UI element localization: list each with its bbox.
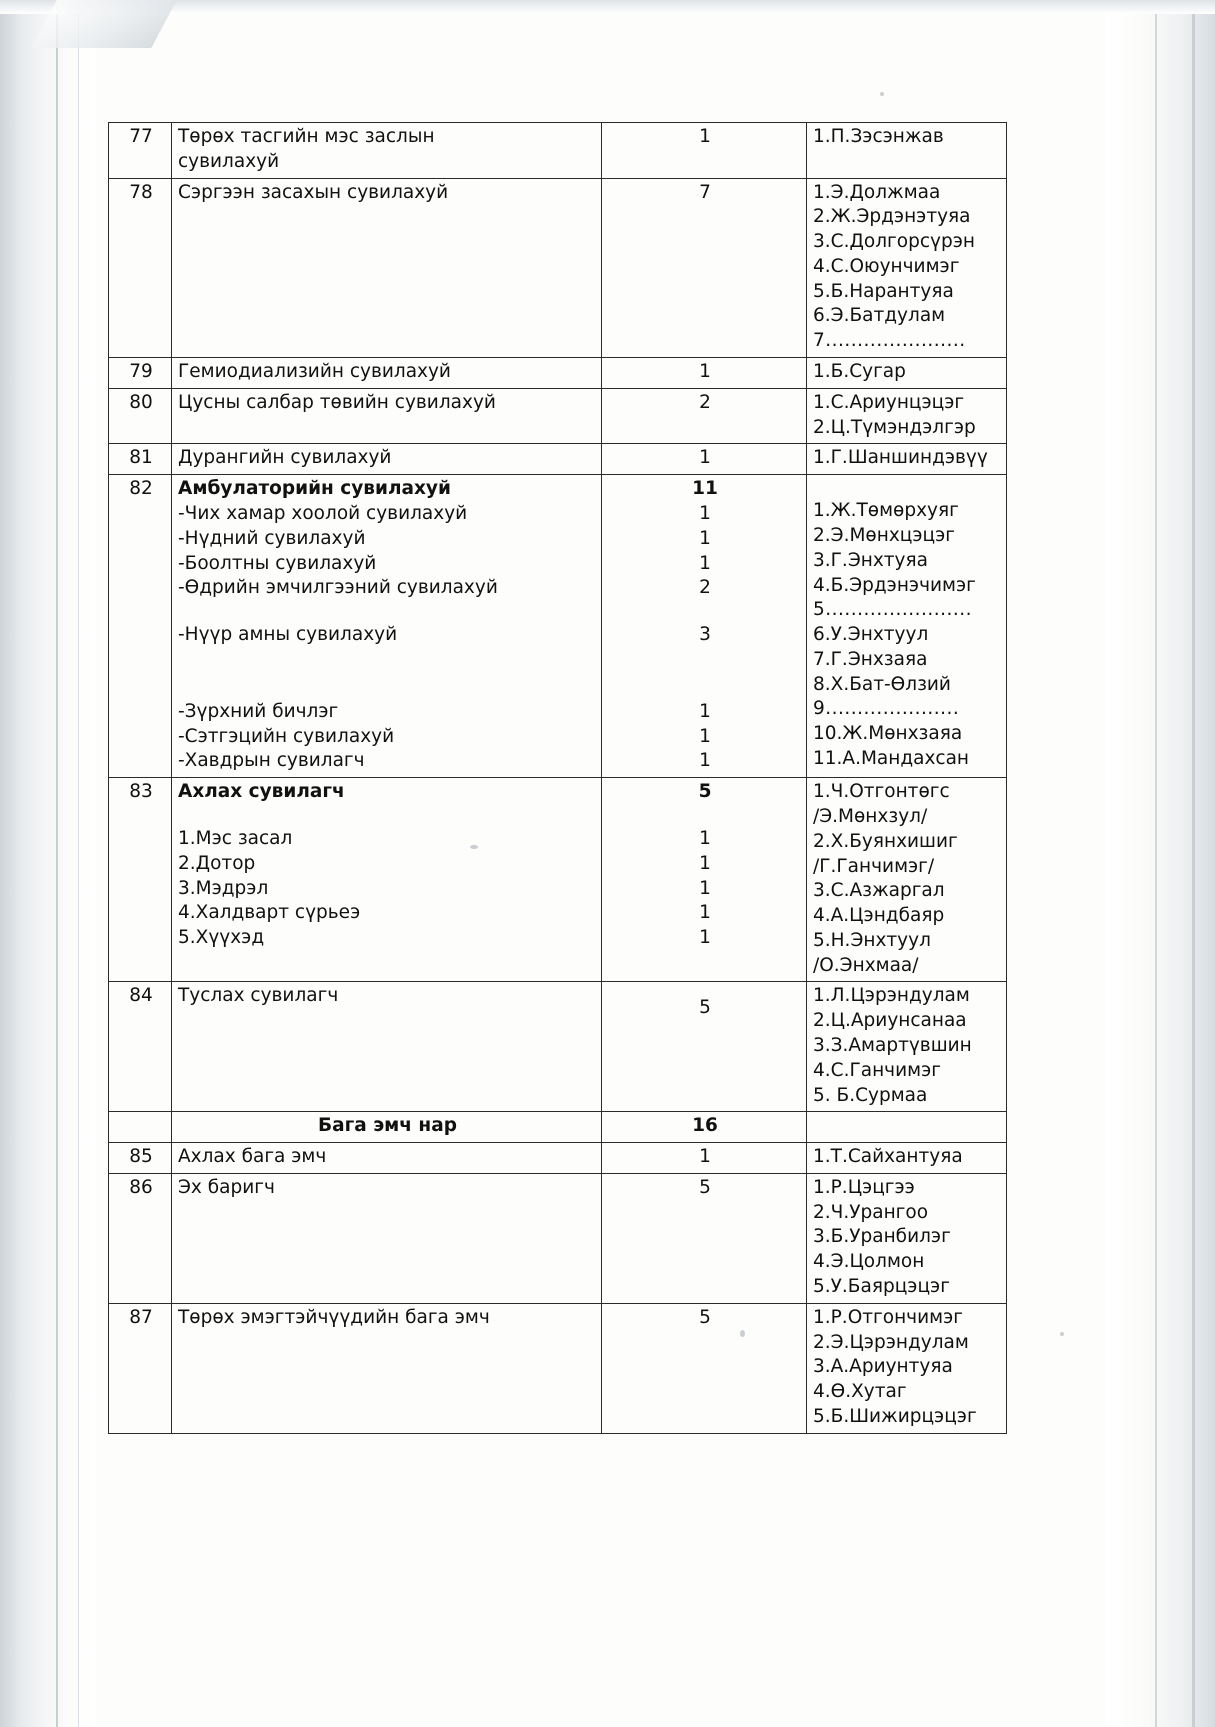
table-row bbox=[109, 388, 1007, 444]
row-position-name: Эх баригч bbox=[172, 1173, 602, 1303]
row-staff-list: 1.Р.Отгончимэг 2.Э.Цэрэндулам 3.А.Ариунтуяа 4.Ө.Хутаг 5.Б.Шижирцэцэг bbox=[807, 1303, 1007, 1433]
table-row bbox=[109, 475, 1007, 778]
table-row bbox=[109, 123, 1007, 179]
row-gap bbox=[608, 984, 802, 996]
row-number: 85 bbox=[109, 1143, 172, 1174]
page-top-edge-shadow bbox=[0, 0, 1215, 14]
row-count: 5 bbox=[602, 982, 807, 1112]
row-count: 1 bbox=[602, 444, 807, 475]
table-row bbox=[109, 358, 1007, 389]
row-staff-list: 1.Г.Шаншиндэвүү bbox=[807, 444, 1007, 475]
row-position-name: Амбулаторийн сувилахуй -Чих хамар хоолой сувилахуй -Нүдний сувилахуй -Боолтны сувилахуй -Өдрийн эмчилгээний сувилахуй -Нүүр амны сувилахуй -Зүрхний бичлэг -Сэтгэцийн сувилахуй -Хавдрын сувилагч bbox=[172, 475, 602, 778]
page-right-binding-line bbox=[1192, 0, 1195, 1727]
row-count: 1 bbox=[602, 358, 807, 389]
staff-register-table-container bbox=[108, 122, 1006, 1434]
page-left-edge-line-inner bbox=[78, 0, 79, 1727]
row-position-name: Дурангийн сувилахуй bbox=[172, 444, 602, 475]
row-staff-list: 1.Ж.Төмөрхуяг 2.Э.Мөнхцэцэг 3.Г.Энхтуяа 4.Б.Эрдэнэчимэг 5....................... 6.У.Энхтуул 7.Г.Энхзаяа 8.Х.Бат-Өлзий 9..................... 10.Ж.Мөнхзаяа 11.А.Мандахсан bbox=[807, 475, 1007, 778]
row-count: 5 bbox=[602, 1173, 807, 1303]
row-gap bbox=[178, 805, 597, 827]
row-staff-list: 1.Ч.Отгонтөгс /Э.Мөнхзул/ 2.Х.Буянхишиг /Г.Ганчимэг/ 3.С.Азжаргал 4.А.Цэндбаяр 5.Н.Энхтуул /О.Энхмаа/ bbox=[807, 778, 1007, 982]
table-section-row bbox=[109, 1112, 1007, 1143]
row-number: 83 bbox=[109, 778, 172, 982]
row-number: 84 bbox=[109, 982, 172, 1112]
table-row bbox=[109, 1143, 1007, 1174]
row-staff-list bbox=[807, 1112, 1007, 1143]
row-position-name: Гемиодиализийн сувилахуй bbox=[172, 358, 602, 389]
row-number: 79 bbox=[109, 358, 172, 389]
row-position-name: Ахлах бага эмч bbox=[172, 1143, 602, 1174]
row-count: 1 bbox=[602, 1143, 807, 1174]
row-number: 87 bbox=[109, 1303, 172, 1433]
row-number: 78 bbox=[109, 178, 172, 357]
row-position-name: Төрөх эмэгтэйчүүдийн бага эмч bbox=[172, 1303, 602, 1433]
page-left-edge-shadow bbox=[0, 0, 96, 1727]
row-number: 86 bbox=[109, 1173, 172, 1303]
row-staff-list: 1.Т.Сайхантуяа bbox=[807, 1143, 1007, 1174]
row-staff-list: 1.С.Ариунцэцэг 2.Ц.Түмэндэлгэр bbox=[807, 388, 1007, 444]
row-count: 5 bbox=[602, 1303, 807, 1433]
row-staff-list: 1.Р.Цэцгээ 2.Ч.Урангоо 3.Б.Уранбилэг 4.Э.Цолмон 5.У.Баярцэцэг bbox=[807, 1173, 1007, 1303]
row-number: 81 bbox=[109, 444, 172, 475]
section-title: Бага эмч нар bbox=[172, 1112, 602, 1143]
scan-speck bbox=[880, 92, 884, 96]
row-position-name: Төрөх тасгийн мэс заслын сувилахуй bbox=[172, 123, 602, 179]
row-gap bbox=[608, 601, 802, 623]
page-left-edge-line-outer bbox=[56, 0, 58, 1727]
row-gap bbox=[178, 678, 597, 700]
row-count: 7 bbox=[602, 178, 807, 357]
row-gap bbox=[178, 648, 597, 678]
row-staff-list: 1.Л.Цэрэндулам 2.Ц.Ариунсанаа 3.З.Амартүвшин 4.С.Ганчимэг 5. Б.Сурмаа bbox=[807, 982, 1007, 1112]
table-row bbox=[109, 178, 1007, 357]
row-number: 82 bbox=[109, 475, 172, 778]
row-gap bbox=[813, 477, 1002, 499]
row-gap bbox=[178, 601, 597, 623]
page-right-edge-shadow bbox=[1105, 0, 1215, 1727]
table-row bbox=[109, 444, 1007, 475]
page-corner-fold bbox=[31, 0, 177, 48]
row-staff-list: 1.Б.Сугар bbox=[807, 358, 1007, 389]
row-count: 11 1 1 1 2 3 1 1 1 bbox=[602, 475, 807, 778]
row-position-name: Цусны салбар төвийн сувилахуй bbox=[172, 388, 602, 444]
row-gap bbox=[608, 648, 802, 678]
page-right-edge-line bbox=[1155, 0, 1157, 1727]
table-row bbox=[109, 1173, 1007, 1303]
row-position-name: Сэргээн засахын сувилахуй bbox=[172, 178, 602, 357]
row-count: 5 1 1 1 1 1 bbox=[602, 778, 807, 982]
row-gap bbox=[608, 805, 802, 827]
row-count: 1 bbox=[602, 123, 807, 179]
row-position-name: Туслах сувилагч bbox=[172, 982, 602, 1112]
table-row bbox=[109, 1303, 1007, 1433]
staff-register-table bbox=[108, 122, 1007, 1434]
row-count: 2 bbox=[602, 388, 807, 444]
row-staff-list: 1.П.Зэсэнжав bbox=[807, 123, 1007, 179]
row-gap bbox=[608, 678, 802, 700]
section-count: 16 bbox=[602, 1112, 807, 1143]
row-number bbox=[109, 1112, 172, 1143]
table-row bbox=[109, 778, 1007, 982]
row-number: 80 bbox=[109, 388, 172, 444]
row-position-name: Ахлах сувилагч 1.Мэс засал 2.Дотор 3.Мэдрэл 4.Халдварт сүрьеэ 5.Хүүхэд bbox=[172, 778, 602, 982]
table-row bbox=[109, 982, 1007, 1112]
row-staff-list: 1.Э.Должмаа 2.Ж.Эрдэнэтуяа 3.С.Долгорсүрэн 4.С.Оюунчимэг 5.Б.Нарантуяа 6.Э.Батдулам 7...................... bbox=[807, 178, 1007, 357]
scan-speck bbox=[1060, 1332, 1064, 1336]
row-number: 77 bbox=[109, 123, 172, 179]
